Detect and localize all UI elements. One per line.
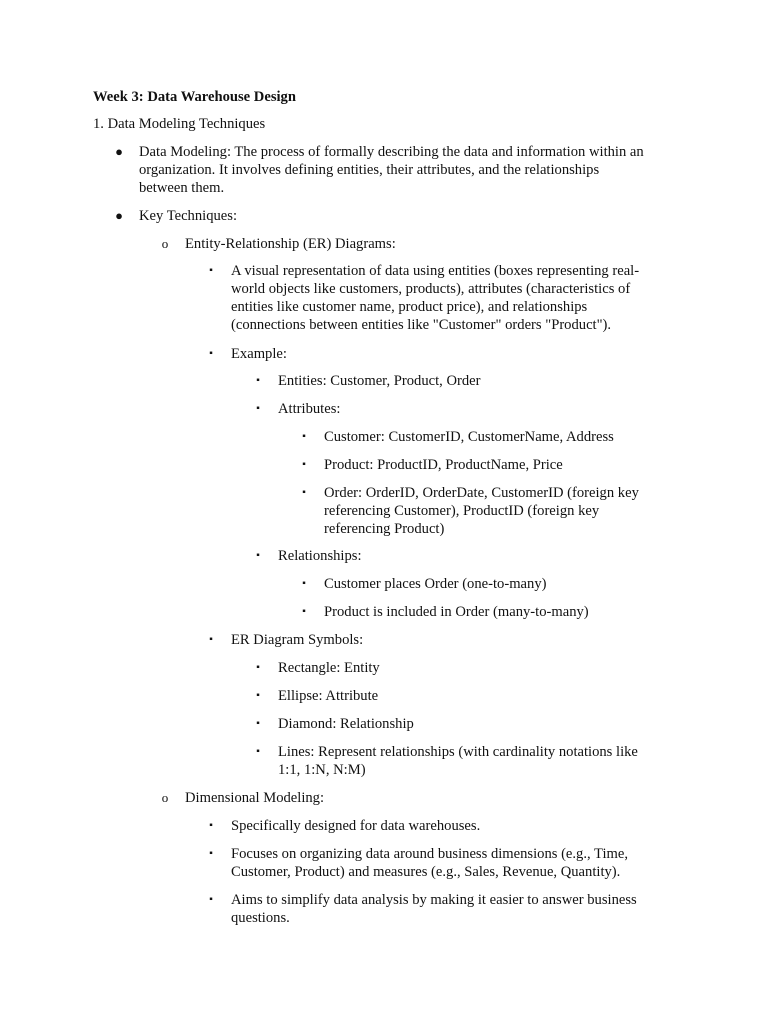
dimensional-item-2-line-1: Focuses on organizing data around business dimensions (e.g., Time,	[231, 846, 628, 862]
er-desc-line-4: (connections between entities like "Customer" orders "Product").	[231, 317, 612, 333]
bullet-disc: ●	[115, 208, 123, 223]
bullet-square: ▪	[256, 662, 260, 673]
bullet-square: ▪	[302, 487, 306, 498]
er-desc-line-3: entities like customer name, product price), and relationships	[231, 299, 588, 315]
bullet-circle: o	[161, 236, 169, 251]
dimensional-item-3-line-2: questions.	[231, 910, 290, 926]
bullet-square: ▪	[209, 348, 213, 359]
dimensional-item-2-line-2: Customer, Product) and measures (e.g., Sales, Revenue, Quantity).	[231, 864, 621, 880]
section-title: 1. Data Modeling Techniques	[93, 116, 266, 132]
relationship-item: Product is included in Order (many-to-many)	[324, 604, 589, 620]
symbol-lines-line-2: 1:1, 1:N, N:M)	[278, 762, 366, 778]
attr-order-line-3: referencing Product)	[324, 521, 445, 537]
symbol-item: Rectangle: Entity	[278, 660, 380, 676]
er-desc-line-2: world objects like customers, products), attributes (characteristics of	[231, 281, 631, 297]
entities-item: Entities: Customer, Product, Order	[278, 373, 481, 389]
bullet-circle: o	[161, 790, 169, 805]
bullet-square: ▪	[256, 403, 260, 414]
bullet-square: ▪	[302, 459, 306, 470]
bullet-square: ▪	[256, 718, 260, 729]
bullet-square: ▪	[302, 431, 306, 442]
dimensional-title: Dimensional Modeling:	[185, 790, 325, 806]
bullet-square: ▪	[302, 606, 306, 617]
symbol-lines-line-1: Lines: Represent relationships (with cardinality notations like	[278, 744, 638, 760]
dimensional-item-3-line-1: Aims to simplify data analysis by making it easier to answer business	[231, 892, 637, 908]
key-techniques-label: Key Techniques:	[139, 208, 238, 224]
attr-order-line-1: Order: OrderID, OrderDate, CustomerID (foreign key	[324, 485, 639, 501]
page-heading: Week 3: Data Warehouse Design	[93, 89, 296, 105]
bullet-square: ▪	[302, 578, 306, 589]
bullet-square: ▪	[209, 265, 213, 276]
data-modeling-line-1: Data Modeling: The process of formally describing the data and information within an	[139, 144, 644, 160]
attributes-label: Attributes:	[278, 401, 341, 417]
bullet-disc: ●	[115, 144, 123, 159]
data-modeling-line-2: organization. It involves defining entities, their attributes, and the relationships	[139, 162, 600, 178]
bullet-square: ▪	[256, 746, 260, 757]
relationships-label: Relationships:	[278, 548, 362, 564]
symbol-item: Diamond: Relationship	[278, 716, 414, 732]
er-title: Entity-Relationship (ER) Diagrams:	[185, 236, 396, 252]
relationship-item: Customer places Order (one-to-many)	[324, 576, 547, 592]
attr-order-line-2: referencing Customer), ProductID (foreign key	[324, 503, 600, 519]
example-label: Example:	[231, 346, 287, 362]
bullet-square: ▪	[209, 820, 213, 831]
attr-customer: Customer: CustomerID, CustomerName, Address	[324, 429, 614, 445]
bullet-square: ▪	[209, 634, 213, 645]
er-symbols-label: ER Diagram Symbols:	[231, 632, 364, 648]
dimensional-item-1: Specifically designed for data warehouses.	[231, 818, 481, 834]
attr-product: Product: ProductID, ProductName, Price	[324, 457, 563, 473]
data-modeling-line-3: between them.	[139, 180, 225, 196]
bullet-square: ▪	[256, 690, 260, 701]
symbol-item: Ellipse: Attribute	[278, 688, 379, 704]
bullet-square: ▪	[209, 848, 213, 859]
bullet-square: ▪	[256, 550, 260, 561]
bullet-square: ▪	[209, 894, 213, 905]
er-desc-line-1: A visual representation of data using entities (boxes representing real-	[231, 263, 640, 279]
bullet-square: ▪	[256, 375, 260, 386]
